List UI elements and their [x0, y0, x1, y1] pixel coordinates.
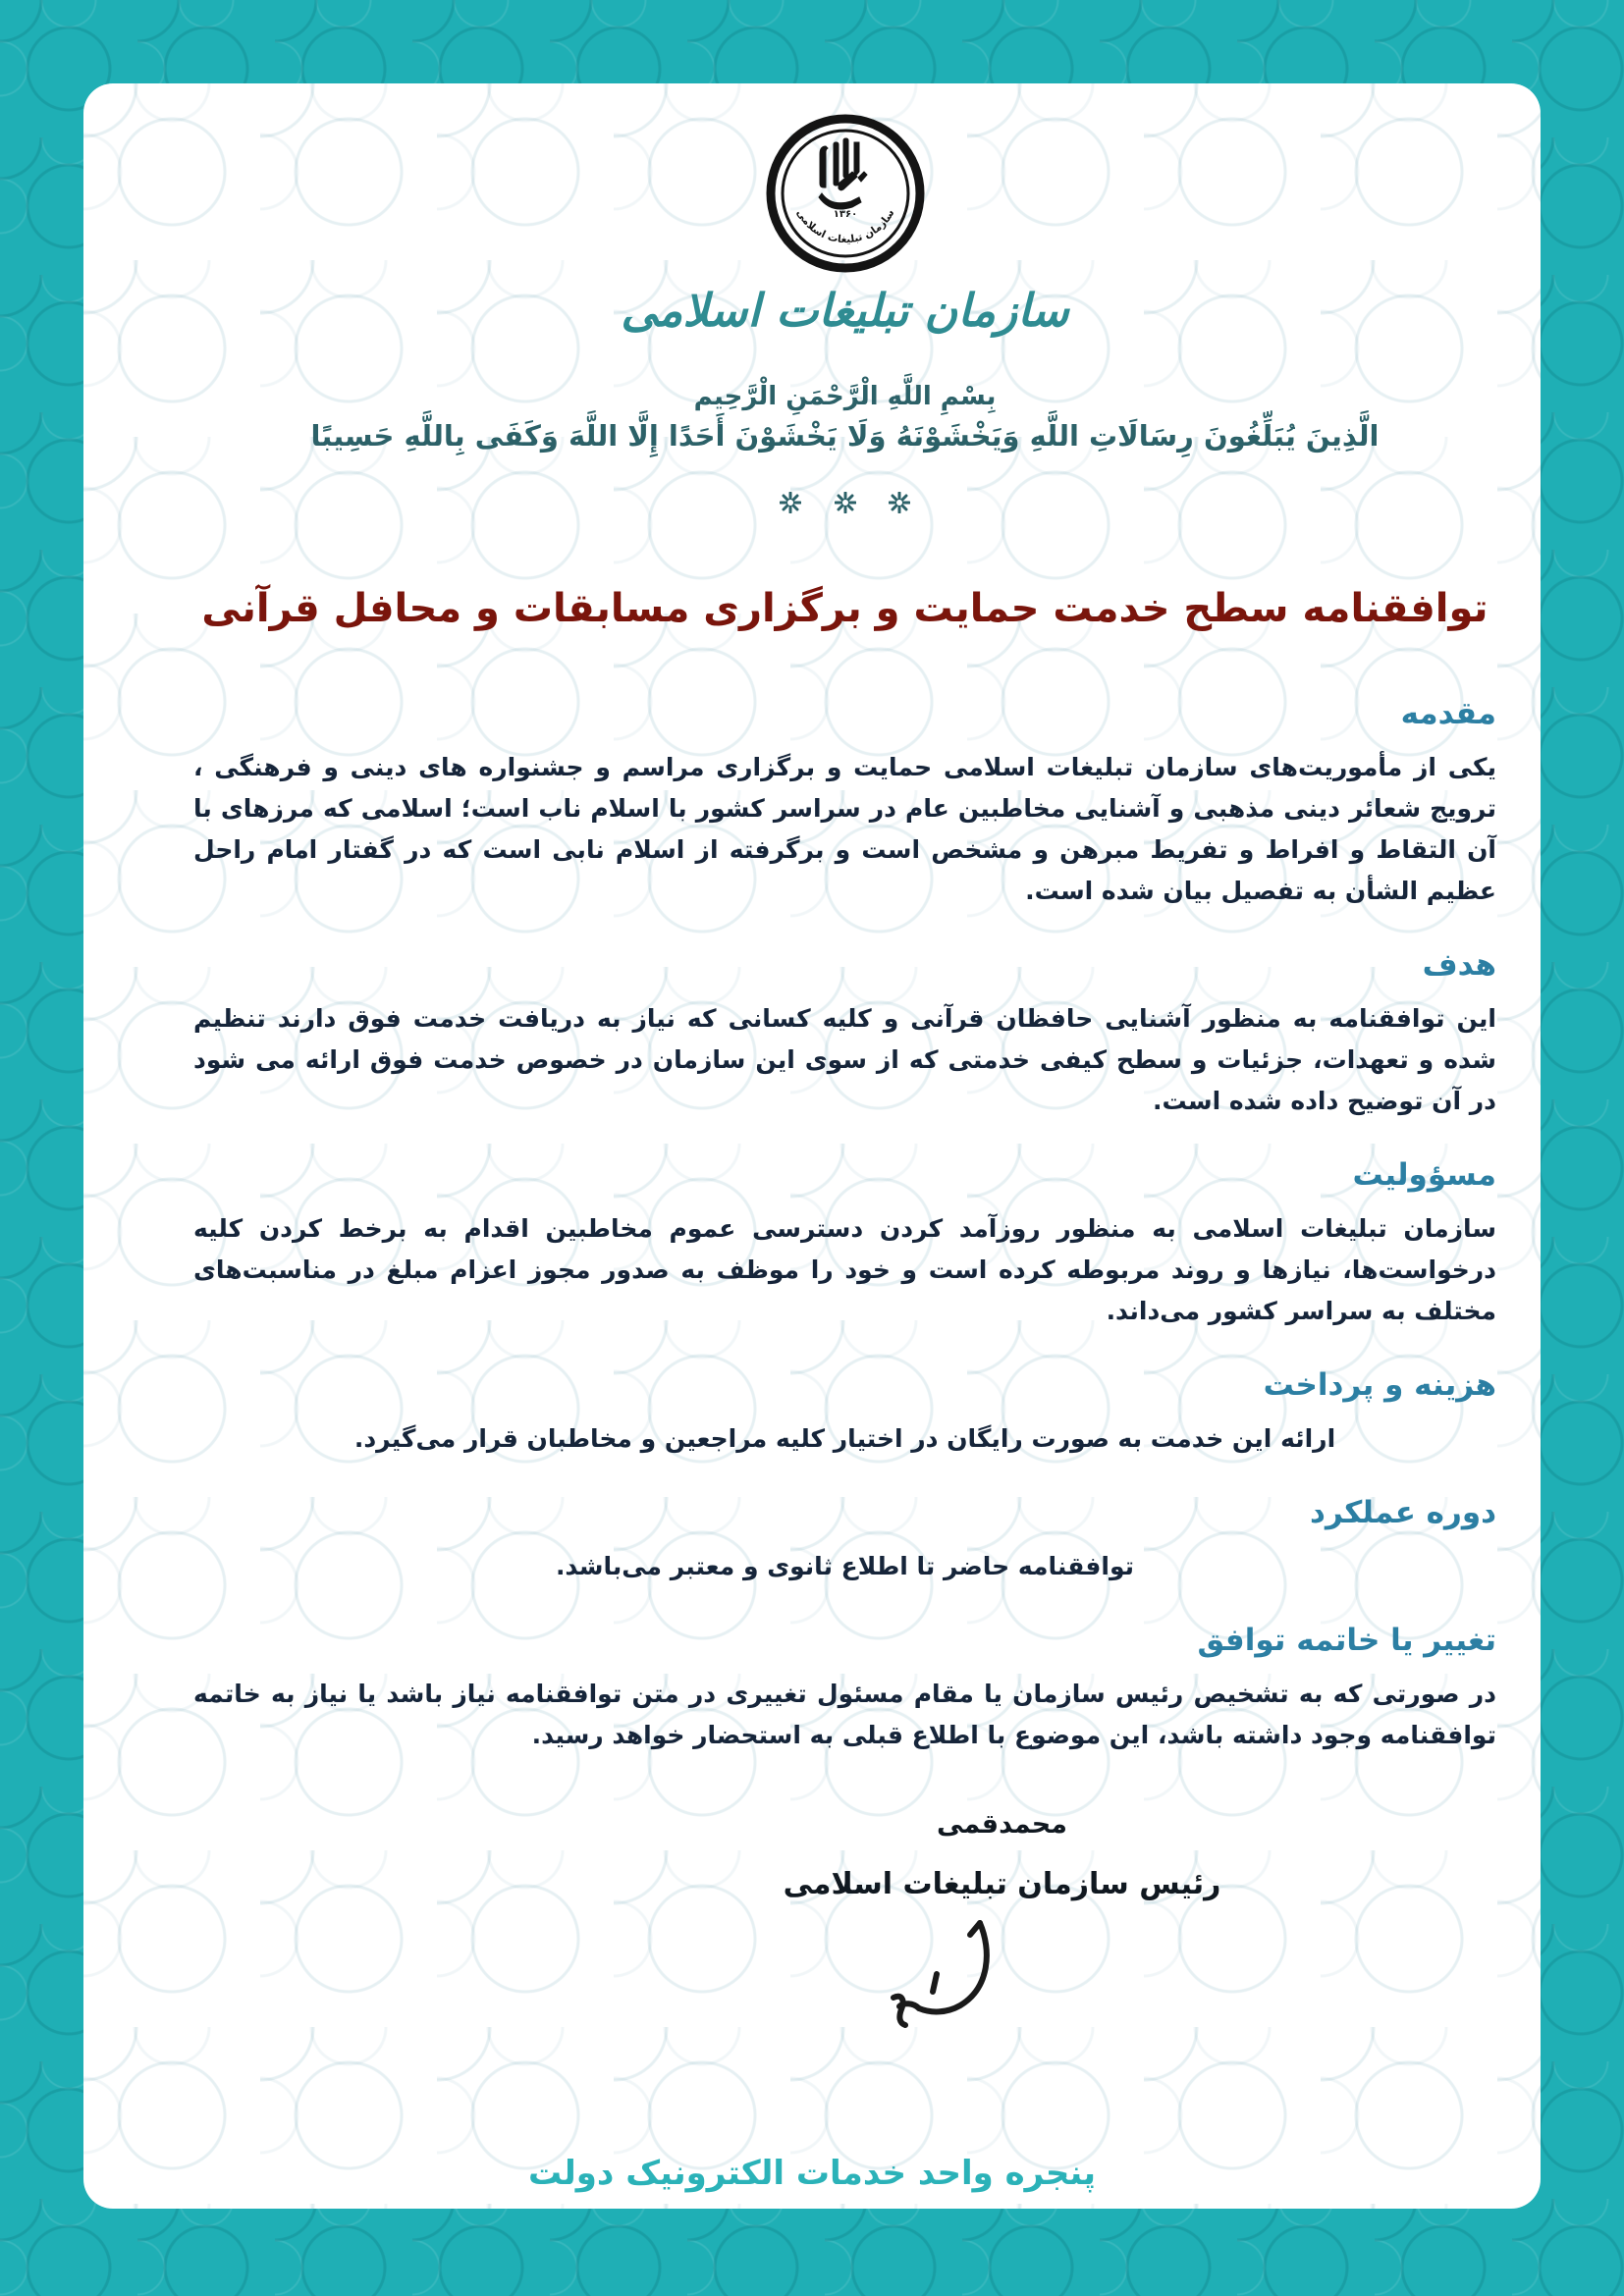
section-performance-period: [193, 1495, 1496, 1587]
signature-block: [784, 1809, 1221, 2072]
emblem-ring-text: سازمان تبلیغات اسلامی: [793, 207, 896, 246]
ornament-divider: [193, 492, 1496, 513]
emblem-year: ۱۳۶۰: [833, 209, 857, 220]
document-title: توافقنامه سطح خدمت حمایت و برگزاری مسابقات و محافل قرآنی: [201, 586, 1489, 631]
signatory-role: رئیس سازمان تبلیغات اسلامی: [783, 1867, 1221, 1901]
brand-calligraphy: سازمان تبلیغات اسلامی: [621, 284, 1069, 337]
section-change-termination: [193, 1623, 1496, 1756]
sections: [193, 696, 1496, 1756]
section-goal: [193, 947, 1496, 1122]
section-heading: هدف: [1422, 947, 1496, 983]
section-body: توافقنامه حاضر تا اطلاع ثانوی و معتبر می‌باشد.: [555, 1552, 1135, 1580]
section-body: این توافقنامه به منظور آشنایی حافظان قرآنی و کلیه کسانی که نیاز به دریافت خدمت فوق دارند تنظیم شده و تعهدات، جزئیات و سطح کیفی خدمتی که از سوی این سازمان در خصوص خدمت فوق ارائه می شود در آن توضیح داده شده است.: [193, 1004, 1496, 1115]
handwritten-signature-icon: [784, 1911, 1104, 2072]
section-heading: مقدمه: [1400, 696, 1496, 731]
section-responsibility: [193, 1157, 1496, 1332]
section-heading: مسؤولیت: [1352, 1157, 1496, 1193]
quran-verse-text: الَّذِينَ يُبَلِّغُونَ رِسَالَاتِ اللَّهِ وَيَخْشَوْنَهُ وَلَا يَخْشَوْنَ أَحَدًا إِلَّا اللَّهَ وَكَفَى بِاللَّهِ حَسِيبًا: [310, 419, 1380, 453]
section-heading: دوره عملکرد: [1310, 1495, 1496, 1530]
signatory-name: محمدقمی: [937, 1809, 1067, 1840]
letter-content: [83, 113, 1541, 2072]
section-heading: هزینه و پرداخت: [1263, 1367, 1496, 1403]
organization-emblem: [193, 113, 1496, 278]
kufic-allah-motif: [819, 138, 867, 209]
section-cost-payment: [193, 1367, 1496, 1460]
bismillah-text: بِسْمِ اللَّهِ الْرَّحْمَنِ الْرَّحِيم: [693, 382, 997, 411]
section-heading: تغییر یا خاتمه توافق: [1197, 1623, 1496, 1658]
section-body: ارائه این خدمت به صورت رایگان در اختیار کلیه مراجعین و مخاطبان قرار می‌گیرد.: [353, 1424, 1336, 1453]
organization-emblem-icon: [765, 113, 926, 274]
letter-sheet: [83, 83, 1541, 2209]
section-body: یکی از مأموریت‌های سازمان تبلیغات اسلامی حمایت و برگزاری مراسم و جشنواره های دینی و فرهنگی ، ترویج شعائر دینی مذهبی و آشنایی مخاطبین عام در سراسر کشور با اسلام ناب است؛ اسلامی که مرزهای با آن التقاط و افراط و تفریط مبرهن و مشخص است و برگرفته از اسلام نابی است که در گفتار امام راحل عظیم الشأن به تفصیل بیان شده است.: [193, 753, 1496, 905]
section-body: سازمان تبلیغات اسلامی به منظور روزآمد کردن دسترسی عموم مخاطبین اقدام به برخط کردن کلیه درخواست‌ها، نیازها و روند مربوطه کرده است و خود را موظف به صدور مجوز اعزام مبلغ در مناسبت‌های مختلف به سراسر کشور می‌داند.: [193, 1214, 1496, 1325]
footer-text: پنجره واحد خدمات الکترونیک دولت: [528, 2154, 1096, 2193]
section-body: در صورتی که به تشخیص رئیس سازمان یا مقام مسئول تغییری در متن توافقنامه نیاز باشد یا نیاز به خاتمه توافقنامه وجود داشته باشد، این موضوع با اطلاع قبلی به استحضار خواهد رسید.: [193, 1680, 1496, 1749]
asterisk-ornament-icon: [889, 492, 910, 513]
section-introduction: [193, 696, 1496, 912]
asterisk-ornament-icon: [780, 492, 801, 513]
asterisk-ornament-icon: [835, 492, 856, 513]
